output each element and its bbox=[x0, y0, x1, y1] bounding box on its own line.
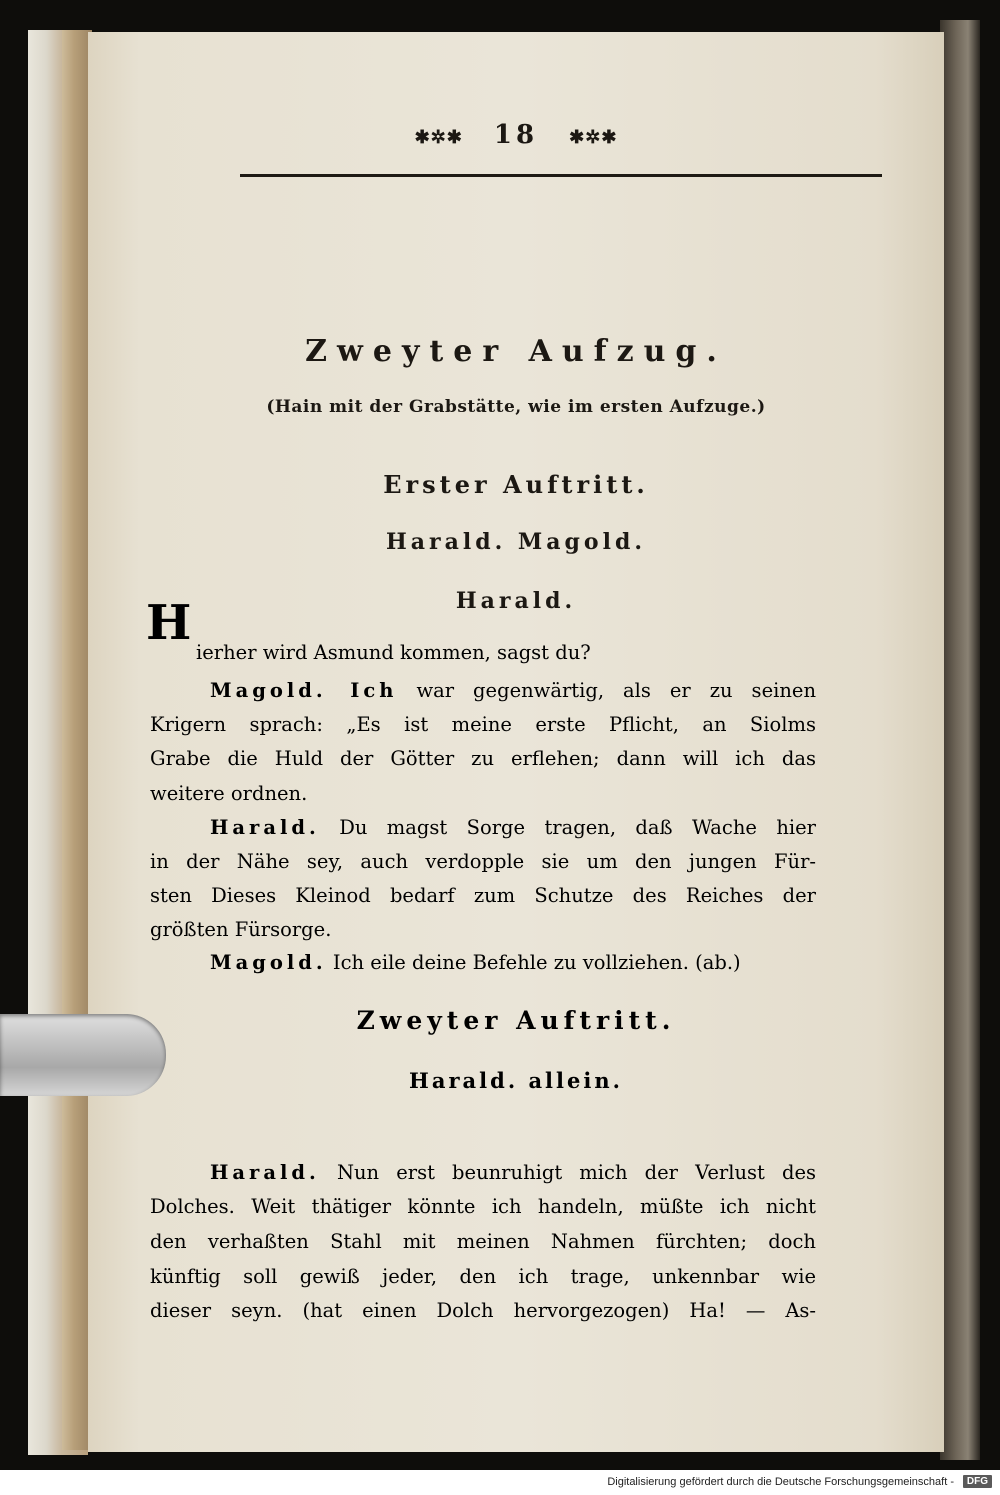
scene1-title: Erster Auftritt. bbox=[383, 470, 649, 499]
ornament-right: ✱✲✱ bbox=[569, 127, 618, 148]
text-line: Krigern sprach: „Es ist meine erste Pflicht, an Siolms bbox=[150, 713, 816, 736]
dfg-logo: DFG bbox=[963, 1475, 992, 1488]
digitization-credit: Digitalisierung gefördert durch die Deutsche Forschungsgemeinschaft - bbox=[607, 1476, 954, 1488]
page-header bbox=[88, 120, 944, 150]
text-line: Grabe die Huld der Götter zu erflehen; dann will ich das bbox=[150, 747, 816, 770]
speaker-harald: Harald. bbox=[210, 1161, 320, 1184]
scene2-cast: Harald. allein. bbox=[409, 1068, 623, 1093]
scene1-cast: Harald. Magold. bbox=[385, 529, 646, 555]
text-line: den verhaßten Stahl mit meinen Nahmen fürchten; doch bbox=[150, 1230, 816, 1253]
page-number: 18 bbox=[493, 120, 539, 150]
text-line: weitere ordnen. bbox=[150, 782, 308, 805]
text-line: Magold. Ich eile deine Befehle zu vollziehen. (ab.) bbox=[210, 951, 741, 974]
text-line: Harald. Du magst Sorge tragen, daß Wache hier bbox=[210, 816, 817, 839]
speaker-magold: Magold. bbox=[210, 951, 327, 974]
drop-cap: H bbox=[146, 595, 192, 651]
text-line: Magold. Ich war gegenwärtig, als er zu seinen bbox=[210, 679, 816, 702]
act-title: Zweyter Aufzug. bbox=[305, 334, 727, 369]
text-line: ierher wird Asmund kommen, sagst du? bbox=[196, 641, 591, 664]
speaker-magold: Magold. Ich bbox=[210, 679, 398, 702]
text-line: größten Fürsorge. bbox=[150, 918, 332, 941]
scene2-title: Zweyter Auftritt. bbox=[356, 1006, 676, 1035]
scene1-speaker: Harald. bbox=[455, 588, 577, 614]
text-line: Dolches. Weit thätiger könnte ich handeln, müßte ich nicht bbox=[150, 1195, 816, 1218]
text-line: künftig soll gewiß jeder, den ich trage, unkennbar wie bbox=[150, 1265, 816, 1288]
speaker-harald: Harald. bbox=[210, 816, 320, 839]
text-line: dieser seyn. (hat einen Dolch hervorgezogen) Ha! — As- bbox=[150, 1299, 816, 1322]
text-line: Harald. Nun erst beunruhigt mich der Verlust des bbox=[210, 1161, 816, 1184]
header-rule bbox=[240, 174, 882, 177]
stage-direction: (Hain mit der Grabstätte, wie im ersten Aufzuge.) bbox=[266, 397, 766, 417]
gutter-shadow bbox=[940, 20, 980, 1460]
ornament-left: ✱✲✱ bbox=[414, 127, 463, 148]
page-clip bbox=[0, 1014, 166, 1096]
text-line: in der Nähe sey, auch verdopple sie um den jungen Für- bbox=[150, 850, 816, 873]
text-line: sten Dieses Kleinod bedarf zum Schutze des Reiches der bbox=[150, 884, 816, 907]
